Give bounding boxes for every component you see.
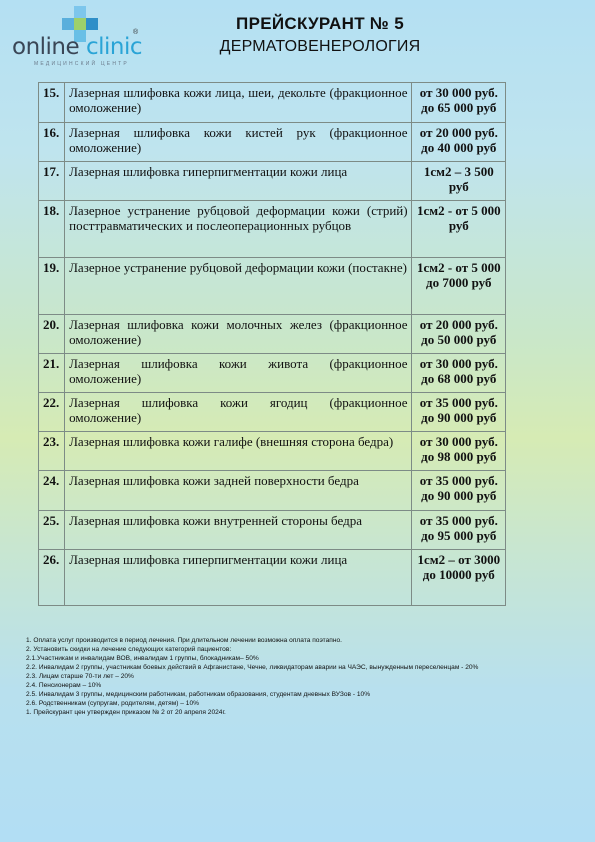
service-price: 1см2 – 3 500 руб [411, 162, 505, 201]
table-row [39, 550, 506, 606]
service-price: от 30 000 руб. до 98 000 руб [411, 432, 505, 471]
table-row [39, 471, 506, 511]
logo-subtitle: МЕДИЦИНСКИЙ ЦЕНТР [34, 61, 129, 67]
note-line: 2.4. Пенсионерам – 10% [26, 682, 102, 689]
table-row [39, 432, 506, 471]
row-number: 23. [39, 432, 65, 471]
table-row [39, 393, 506, 432]
row-number: 22. [39, 393, 65, 432]
service-description: Лазерная шлифовка кожи внутренней стороны бедра [65, 511, 411, 550]
price-table [38, 82, 506, 606]
logo-wordmark: online clinic [12, 34, 143, 60]
note-line: 2.6. Родственникам (супругам, родителям, детям) – 10% [26, 700, 199, 707]
service-description: Лазерная шлифовка кожи задней поверхности бедра [65, 471, 411, 511]
notes-section [26, 636, 595, 717]
row-number: 15. [39, 83, 65, 123]
table-row [39, 83, 506, 123]
row-number: 21. [39, 354, 65, 393]
service-price: от 35 000 руб. до 95 000 руб [411, 511, 505, 550]
service-price: 1см2 - от 5 000 до 7000 руб [411, 258, 505, 315]
service-description: Лазерная шлифовка кожи живота (фракционное омоложение) [65, 354, 411, 393]
clinic-logo [12, 4, 142, 68]
service-price: от 20 000 руб. до 40 000 руб [411, 123, 505, 162]
service-description: Лазерная шлифовка кожи ягодиц (фракционное омоложение) [65, 393, 411, 432]
service-description: Лазерная шлифовка кожи кистей рук (фракционное омоложение) [65, 123, 411, 162]
page-subtitle: ДЕРМАТОВЕНЕРОЛОГИЯ [219, 38, 421, 55]
note-line: 2.1.Участникам и инвалидам ВОВ, инвалидам 1 группы, блокадникам– 50% [26, 655, 259, 662]
service-price: от 30 000 руб. до 68 000 руб [411, 354, 505, 393]
row-number: 20. [39, 315, 65, 354]
row-number: 19. [39, 258, 65, 315]
service-price: от 35 000 руб. до 90 000 руб [411, 471, 505, 511]
row-number: 26. [39, 550, 65, 606]
service-description: Лазерная шлифовка кожи лица, шеи, декольте (фракционное омоложение) [65, 83, 411, 123]
registered-mark: ® [133, 29, 139, 36]
row-number: 24. [39, 471, 65, 511]
note-line: 1. Оплата услуг производится в период лечения. При длительном лечении возможна оплата поэтапно. [26, 637, 343, 644]
note-line: 2. Установить скидки на лечение следующих категорий пациентов: [26, 646, 232, 653]
table-row [39, 354, 506, 393]
row-number: 16. [39, 123, 65, 162]
service-description: Лазерное устранение рубцовой деформации кожи (стрий) посттравматических и послеоперационных рубцов [65, 201, 411, 258]
note-line: 2.5. Инвалидам 3 группы, медицинским работникам, работникам образования, студентам дневных ВУЗов - 10% [26, 691, 371, 698]
service-price: 1см2 – от 3000 до 10000 руб [411, 550, 505, 606]
service-price: 1см2 - от 5 000 руб [411, 201, 505, 258]
row-number: 25. [39, 511, 65, 550]
service-price: от 20 000 руб. до 50 000 руб [411, 315, 505, 354]
service-description: Лазерная шлифовка гиперпигментации кожи лица [65, 550, 411, 606]
note-line: 2.3. Лицам старше 70-ти лет – 20% [26, 673, 134, 680]
table-row [39, 315, 506, 354]
table-row [39, 123, 506, 162]
service-description: Лазерное устранение рубцовой деформации кожи (постакне) [65, 258, 411, 315]
table-row [39, 201, 506, 258]
note-line: 1. Прейскурант цен утвержден приказом № 2 от 20 апреля 2024г. [26, 709, 226, 716]
service-description: Лазерная шлифовка кожи молочных желез (фракционное омоложение) [65, 315, 411, 354]
table-row [39, 162, 506, 201]
service-price: от 35 000 руб. до 90 000 руб [411, 393, 505, 432]
page-title: ПРЕЙСКУРАНТ № 5 [236, 14, 404, 33]
service-description: Лазерная шлифовка кожи галифе (внешняя сторона бедра) [65, 432, 411, 471]
note-line: 2.2. Инвалидам 2 группы, участникам боевых действий в Афганистане, Чечне, ликвидаторам аварии на ЧАЭС, вынужденным переселенцам - 20% [26, 664, 479, 671]
row-number: 18. [39, 201, 65, 258]
service-description: Лазерная шлифовка гиперпигментации кожи лица [65, 162, 411, 201]
row-number: 17. [39, 162, 65, 201]
table-row [39, 511, 506, 550]
table-row [39, 258, 506, 315]
service-price: от 30 000 руб. до 65 000 руб [411, 83, 505, 123]
